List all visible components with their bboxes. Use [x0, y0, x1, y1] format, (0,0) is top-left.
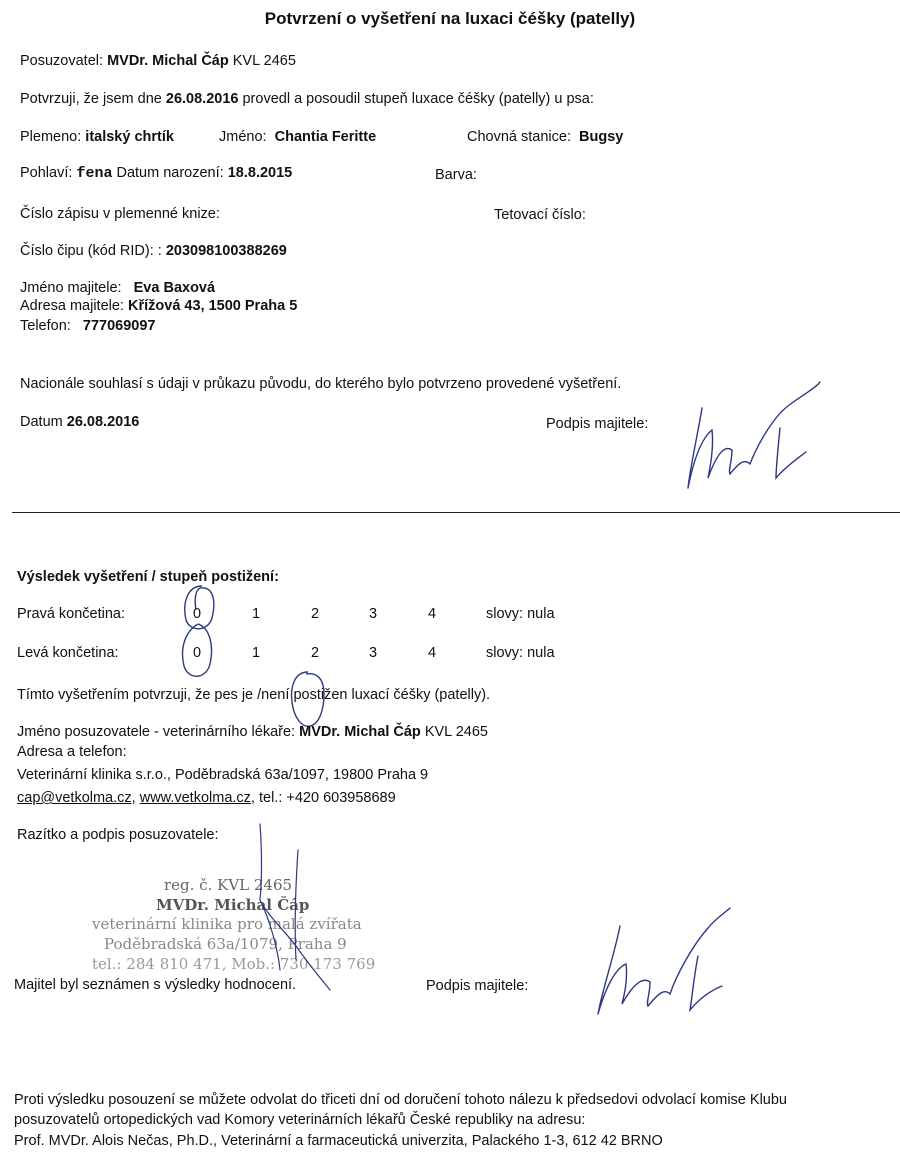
- confirm-post: provedl a posoudil stupeň luxace čéšky (patelly) u psa:: [242, 91, 594, 107]
- sex-label: Pohlaví:: [20, 165, 73, 181]
- contact-sep: ,: [131, 790, 136, 806]
- statement-line: [17, 687, 490, 703]
- confirm-line: [20, 91, 594, 107]
- vet-address: Veterinární klinika s.r.o., Poděbradská 63a/1097, 19800 Praha 9: [17, 767, 429, 783]
- assessor-label: Posuzovatel:: [20, 53, 104, 69]
- sex-dob-line: [20, 165, 292, 182]
- statement-post: postižen luxací čéšky (patelly).: [293, 687, 491, 703]
- statement-circled: není: [261, 687, 290, 703]
- assessor-id: KVL 2465: [232, 53, 296, 69]
- owner-signature: [680, 378, 830, 498]
- right-limb-label: Pravá končetina:: [17, 606, 126, 622]
- dog-name-value: Chantia Feritte: [274, 129, 377, 145]
- chip-label: Číslo čipu (kód RID): :: [20, 243, 162, 259]
- right-grade-0: 0: [193, 606, 202, 622]
- exam-date: 26.08.2016: [165, 91, 239, 107]
- stamp-reg: reg. č. KVL 2465: [164, 876, 293, 894]
- stamp-clinic: veterinární klinika pro malá zvířata: [92, 915, 362, 933]
- informed-text: Majitel byl seznámen s výsledky hodnocení.: [14, 977, 297, 993]
- not-circle-mark: [284, 668, 334, 730]
- kennel-field: [467, 129, 623, 145]
- vet-phone: , tel.: +420 603958689: [250, 790, 396, 806]
- owner-name-value: Eva Baxová: [133, 280, 216, 296]
- assessor-line: [20, 53, 296, 69]
- page-title: Potvrzení o vyšetření na luxaci čéšky (patelly): [264, 9, 636, 28]
- left-grade-4: 4: [428, 645, 437, 661]
- left-grade-3: 3: [369, 645, 378, 661]
- color-label: Barva:: [435, 167, 477, 183]
- statement-pre: Tímto vyšetřením potvrzuji, že pes je /: [17, 687, 262, 703]
- sex-value: fena: [76, 165, 113, 182]
- right-grade-2: 2: [311, 606, 320, 622]
- vet-name-line: [17, 724, 488, 740]
- right-grade-4: 4: [428, 606, 437, 622]
- vet-name-label: Jméno posuzovatele - veterinárního lékaře:: [17, 724, 296, 740]
- left-words: slovy: nula: [486, 645, 555, 661]
- owner-address-line: [20, 298, 297, 314]
- date-line: [20, 414, 139, 430]
- owner-name-line: [20, 280, 215, 296]
- right-grade-3: 3: [369, 606, 378, 622]
- grade-circle-marks: [170, 580, 230, 690]
- breed-label: Plemeno:: [20, 129, 82, 145]
- owner-address-value: Křížová 43, 1500 Praha 5: [128, 298, 298, 314]
- confirm-pre: Potvrzuji, že jsem dne: [20, 91, 162, 107]
- chip-line: [20, 243, 287, 259]
- owner-address-label: Adresa majitele:: [20, 298, 124, 314]
- left-limb-label: Levá končetina:: [17, 645, 119, 661]
- vet-web-link[interactable]: www.vetkolma.cz: [139, 790, 251, 806]
- vet-contacts: [17, 790, 396, 806]
- appeal-line-1: Proti výsledku posouzení se můžete odvolat do třiceti dní od doručení tohoto nálezu k předsedovi odvolací komise Klubu: [14, 1092, 787, 1108]
- right-words: slovy: nula: [486, 606, 555, 622]
- owner-sign-label: Podpis majitele:: [546, 416, 649, 432]
- vet-name-value: MVDr. Michal Čáp: [299, 724, 421, 740]
- vet-signature: [240, 820, 350, 1000]
- right-grade-1: 1: [252, 606, 261, 622]
- divider-line: [12, 512, 900, 513]
- owner-signature-2: [572, 906, 732, 1022]
- left-grade-1: 1: [252, 645, 261, 661]
- breed-value: italský chrtík: [85, 129, 174, 145]
- kennel-value: Bugsy: [579, 129, 624, 145]
- dob-value: 18.8.2015: [227, 165, 293, 181]
- dob-label: Datum narození:: [116, 165, 224, 181]
- vet-address-label: Adresa a telefon:: [17, 744, 127, 760]
- stamp-name: MVDr. Michal Čáp: [156, 896, 310, 914]
- date-value: 26.08.2016: [66, 414, 140, 430]
- dog-name-label: Jméno:: [219, 129, 267, 145]
- vet-email-link[interactable]: cap@vetkolma.cz: [17, 790, 132, 806]
- appeal-line-3: Prof. MVDr. Alois Nečas, Ph.D., Veterinární a farmaceutická univerzita, Palackého 1-3, 612 42 BRNO: [14, 1133, 663, 1149]
- owner-phone-line: [20, 318, 155, 334]
- stamp-phone: tel.: 284 810 471, Mob.: 730 173 769: [92, 955, 376, 973]
- agreement-text: Nacionále souhlasí s údaji v průkazu původu, do kterého bylo potvrzeno provedené vyšetření.: [20, 376, 622, 392]
- kennel-label: Chovná stanice:: [467, 129, 571, 145]
- breed-field: [20, 129, 174, 145]
- owner-phone-label: Telefon:: [20, 318, 71, 334]
- left-grade-0: 0: [193, 645, 202, 661]
- appeal-line-2: posuzovatelů ortopedických vad Komory veterinárních lékařů České republiky na adresu:: [14, 1112, 586, 1128]
- studbook-label: Číslo zápisu v plemenné knize:: [20, 206, 220, 222]
- stamp-sign-label: Razítko a podpis posuzovatele:: [17, 827, 219, 843]
- owner-phone-value: 777069097: [82, 318, 156, 334]
- date-label: Datum: [20, 414, 63, 430]
- owner-name-label: Jméno majitele:: [20, 280, 122, 296]
- tattoo-label: Tetovací číslo:: [494, 207, 586, 223]
- assessor-name: MVDr. Michal Čáp: [107, 53, 229, 69]
- left-grade-2: 2: [311, 645, 320, 661]
- stamp-address: Poděbradská 63a/1079, Praha 9: [104, 935, 347, 953]
- dog-name-field: [219, 129, 376, 145]
- vet-id: KVL 2465: [424, 724, 488, 740]
- chip-value: 203098100388269: [165, 243, 287, 259]
- result-heading: Výsledek vyšetření / stupeň postižení:: [17, 569, 279, 585]
- owner-sign-label-2: Podpis majitele:: [426, 978, 529, 994]
